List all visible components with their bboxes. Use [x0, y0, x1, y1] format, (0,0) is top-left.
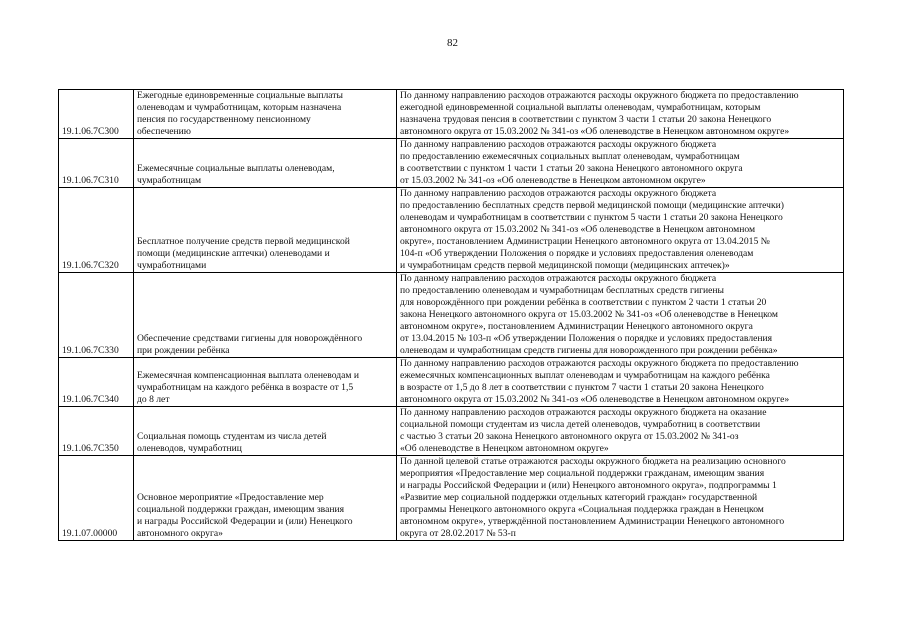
- target-code-cell: 19.1.06.7С320: [59, 188, 134, 273]
- expense-name-line: Ежемесячные социальные выплаты оленеводам,: [137, 163, 335, 174]
- expense-description-line: от 13.04.2015 № 103-п «Об утверждении Положения о порядке и условиях предоставления: [400, 333, 773, 344]
- expense-description-line: по предоставлению бесплатных средств первой медицинской помощи (медицинские аптечки): [400, 200, 784, 211]
- table-row: [59, 188, 844, 273]
- expense-name-line: при рождении ребёнка: [137, 345, 230, 356]
- page-number: 82: [447, 37, 458, 49]
- expense-description-line: По данному направлению расходов отражаются расходы окружного бюджета: [400, 273, 717, 284]
- expense-description-line: с частью 3 статьи 20 закона Ненецкого автономного округа от 15.03.2002 № 341-оз: [400, 431, 739, 442]
- expense-description-line: мероприятия «Предоставление мер социальной поддержки гражданам, имеющим звания: [400, 468, 765, 479]
- expense-description-line: По данной целевой статье отражаются расходы окружного бюджета на реализацию основного: [400, 456, 786, 467]
- table-row: [59, 90, 844, 139]
- expense-name-line: оленеводов, чумработниц: [137, 443, 242, 454]
- target-code-cell: 19.1.06.7С310: [59, 139, 134, 188]
- expense-description-line: «Об оленеводстве в Ненецком автономном округе»: [400, 443, 609, 454]
- budget-classification-table: [58, 89, 844, 541]
- expense-description-line: и чумработницам средств первой медицинской помощи (медицинских аптечек)»: [400, 260, 730, 271]
- expense-name-line: оленеводам и чумработницам, которым назначена: [137, 102, 342, 113]
- target-code-cell: 19.1.06.7С350: [59, 407, 134, 456]
- expense-description-line: округа от 28.02.2017 № 53-п: [400, 528, 516, 539]
- expense-name-line: помощи (медицинские аптечки) оленеводами и: [137, 248, 330, 259]
- expense-name-line: Социальная помощь студентам из числа детей: [137, 431, 327, 442]
- expense-name-cell: [134, 188, 397, 273]
- expense-description-line: закона Ненецкого автономного округа от 15.03.2002 № 341-оз «Об оленеводстве в Ненецком: [400, 309, 778, 320]
- expense-name-line: Бесплатное получение средств первой медицинской: [137, 236, 350, 247]
- expense-name-line: Обеспечение средствами гигиены для новорождённого: [137, 333, 363, 344]
- expense-description-line: оленеводам и чумработницам в соответствии с пунктом 5 части 1 статьи 20 закона Ненецкого: [400, 212, 783, 223]
- expense-description-line: в возрасте от 1,5 до 8 лет в соответствии с пунктом 7 части 1 статьи 20 закона Ненецкого: [400, 382, 764, 393]
- expense-description-cell: [397, 407, 844, 456]
- expense-description-line: в соответствии с пунктом 1 части 1 статьи 20 закона Ненецкого автономного округа: [400, 163, 743, 174]
- expense-name-line: до 8 лет: [137, 394, 170, 405]
- table-row: [59, 273, 844, 358]
- expense-name-line: Ежегодные единовременные социальные выплаты: [137, 90, 343, 101]
- table-row: [59, 358, 844, 407]
- expense-description-line: По данному направлению расходов отражаются расходы окружного бюджета на оказание: [400, 407, 767, 418]
- expense-description-line: 104-п «Об утверждении Положения о порядке и условиях предоставления оленеводам: [400, 248, 754, 259]
- expense-name-line: социальной поддержки граждан, имеющим звания: [137, 504, 345, 515]
- expense-description-line: ежегодной единовременной социальной выплаты оленеводам, чумработницам, которым: [400, 102, 761, 113]
- expense-description-cell: [397, 139, 844, 188]
- target-code-cell: 19.1.07.00000: [59, 456, 134, 541]
- expense-description-line: «Развитие мер социальной поддержки отдельных категорий граждан» государственной: [400, 492, 758, 503]
- expense-name-cell: [134, 90, 397, 139]
- table-row: [59, 407, 844, 456]
- expense-description-line: автономном округе», утверждённой постановлением Администрации Ненецкого автономного: [400, 516, 785, 527]
- expense-name-line: Основное мероприятие «Предоставление мер: [137, 492, 324, 503]
- table-row: [59, 139, 844, 188]
- expense-description-line: автономного округа от 15.03.2002 № 341-оз «Об оленеводстве в Ненецком автономном: [400, 224, 756, 235]
- expense-description-cell: [397, 90, 844, 139]
- expense-name-line: обеспечению: [137, 126, 191, 137]
- expense-name-cell: [134, 407, 397, 456]
- expense-description-line: оленеводам и чумработницам средств гигиены для новорожденного при рождении ребёнка»: [400, 345, 778, 356]
- expense-name-line: чумработницами: [137, 260, 207, 271]
- expense-description-cell: [397, 456, 844, 541]
- expense-description-cell: [397, 273, 844, 358]
- expense-description-line: по предоставлению оленеводам и чумработницам бесплатных средств гигиены: [400, 285, 724, 296]
- expense-description-cell: [397, 188, 844, 273]
- expense-description-line: программы Ненецкого автономного округа «Социальная поддержка граждан в Ненецком: [400, 504, 764, 515]
- target-code-cell: 19.1.06.7С340: [59, 358, 134, 407]
- expense-name-cell: [134, 139, 397, 188]
- expense-description-line: от 15.03.2002 № 341-оз «Об оленеводстве в Ненецком автономном округе»: [400, 175, 706, 186]
- expense-description-cell: [397, 358, 844, 407]
- expense-description-line: По данному направлению расходов отражаются расходы окружного бюджета: [400, 188, 717, 199]
- expense-description-line: для новорождённого при рождении ребёнка в соответствии с пунктом 2 части 1 статьи 20: [400, 297, 767, 308]
- expense-name-line: чумработницам: [137, 175, 202, 186]
- expense-name-line: Ежемесячная компенсационная выплата оленеводам и: [137, 370, 360, 381]
- expense-name-line: пенсия по государственному пенсионному: [137, 114, 311, 125]
- expense-description-line: ежемесячных компенсационных выплат оленеводам и чумработницам на каждого ребёнка: [400, 370, 770, 381]
- expense-name-line: чумработницам на каждого ребёнка в возрасте от 1,5: [137, 382, 354, 393]
- expense-description-line: социальной помощи студентам из числа детей оленеводов, чумработниц в соответствии: [400, 419, 761, 430]
- expense-name-line: автономного округа»: [137, 528, 223, 539]
- expense-description-line: автономного округа от 15.03.2002 № 341-оз «Об оленеводстве в Ненецком автономном округе»: [400, 126, 790, 137]
- expense-description-line: По данному направлению расходов отражаются расходы окружного бюджета по предоставлению: [400, 358, 799, 369]
- expense-description-line: округе», постановлением Администрации Ненецкого автономного округа от 13.04.2015 №: [400, 236, 770, 247]
- expense-description-line: по предоставлению ежемесячных социальных выплат оленеводам, чумработницам: [400, 151, 740, 162]
- expense-name-cell: [134, 358, 397, 407]
- table-row: [59, 456, 844, 541]
- target-code-cell: 19.1.06.7С330: [59, 273, 134, 358]
- expense-name-line: и награды Российской Федерации и (или) Ненецкого: [137, 516, 353, 527]
- expense-description-line: назначена трудовая пенсия в соответствии с пунктом 3 части 1 статьи 20 закона Ненецкого: [400, 114, 772, 125]
- expense-description-line: автономного округа от 15.03.2002 № 341-оз «Об оленеводстве в Ненецком автономном округе»: [400, 394, 790, 405]
- expense-name-cell: [134, 273, 397, 358]
- expense-name-cell: [134, 456, 397, 541]
- expense-description-line: и награды Российской Федерации и (или) Ненецкого автономного округа», подпрограммы 1: [400, 480, 777, 491]
- target-code-cell: 19.1.06.7С300: [59, 90, 134, 139]
- expense-description-line: По данному направлению расходов отражаются расходы окружного бюджета по предоставлению: [400, 90, 799, 101]
- expense-description-line: автономном округе», постановлением Администрации Ненецкого автономного округа: [400, 321, 753, 332]
- expense-description-line: По данному направлению расходов отражаются расходы окружного бюджета: [400, 139, 717, 150]
